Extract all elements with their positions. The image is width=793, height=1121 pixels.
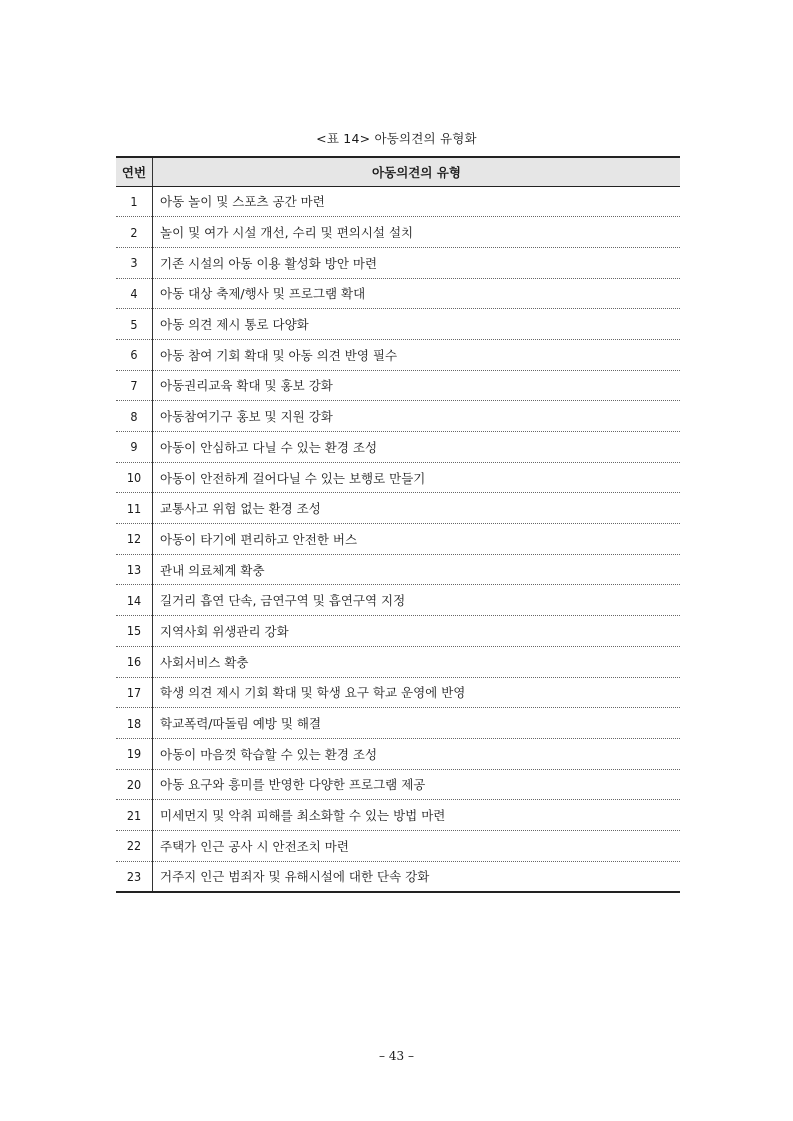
row-opinion-type: 아동이 안전하게 걸어다닐 수 있는 보행로 만들기	[153, 462, 681, 493]
row-opinion-type: 놀이 및 여가 시설 개선, 수리 및 편의시설 설치	[153, 217, 681, 248]
row-opinion-type: 교통사고 위험 없는 환경 조성	[153, 493, 681, 524]
row-serial-number: 10	[116, 462, 153, 493]
row-serial-number: 13	[116, 554, 153, 585]
row-opinion-type: 아동이 타기에 편리하고 안전한 버스	[153, 524, 681, 555]
row-serial-number: 21	[116, 800, 153, 831]
row-opinion-type: 아동 놀이 및 스포츠 공간 마련	[153, 186, 681, 217]
row-opinion-type: 길거리 흡연 단속, 금연구역 및 흡연구역 지정	[153, 585, 681, 616]
header-serial-number: 연번	[116, 157, 153, 186]
table-row	[116, 677, 680, 708]
page-number: – 43 –	[379, 1049, 414, 1063]
row-serial-number: 19	[116, 738, 153, 769]
table-row	[116, 309, 680, 340]
table-row	[116, 738, 680, 769]
table-row	[116, 646, 680, 677]
row-serial-number: 2	[116, 217, 153, 248]
table-row	[116, 861, 680, 892]
table-row	[116, 800, 680, 831]
row-opinion-type: 학교폭력/따돌림 예방 및 해결	[153, 708, 681, 739]
row-serial-number: 11	[116, 493, 153, 524]
row-serial-number: 3	[116, 247, 153, 278]
row-serial-number: 7	[116, 370, 153, 401]
row-serial-number: 16	[116, 646, 153, 677]
row-serial-number: 6	[116, 339, 153, 370]
table-row	[116, 708, 680, 739]
table-row	[116, 247, 680, 278]
row-opinion-type: 아동이 마음껏 학습할 수 있는 환경 조성	[153, 738, 681, 769]
table-row	[116, 217, 680, 248]
row-serial-number: 1	[116, 186, 153, 217]
table-header	[116, 157, 680, 186]
row-serial-number: 12	[116, 524, 153, 555]
row-opinion-type: 아동이 안심하고 다닐 수 있는 환경 조성	[153, 432, 681, 463]
row-opinion-type: 지역사회 위생관리 강화	[153, 616, 681, 647]
row-opinion-type: 아동 의견 제시 통로 다양화	[153, 309, 681, 340]
header-opinion-type: 아동의견의 유형	[153, 157, 681, 186]
row-opinion-type: 사회서비스 확충	[153, 646, 681, 677]
row-opinion-type: 기존 시설의 아동 이용 활성화 방안 마련	[153, 247, 681, 278]
table-row	[116, 524, 680, 555]
table-row	[116, 554, 680, 585]
table-row	[116, 616, 680, 647]
opinion-type-table-container	[116, 156, 680, 893]
row-serial-number: 17	[116, 677, 153, 708]
table-row	[116, 769, 680, 800]
row-serial-number: 14	[116, 585, 153, 616]
row-serial-number: 4	[116, 278, 153, 309]
row-serial-number: 18	[116, 708, 153, 739]
row-opinion-type: 아동 대상 축제/행사 및 프로그램 확대	[153, 278, 681, 309]
table-caption: <표 14> 아동의견의 유형화	[316, 131, 477, 146]
table-body	[116, 186, 680, 892]
row-opinion-type: 아동참여기구 홍보 및 지원 강화	[153, 401, 681, 432]
table-row	[116, 278, 680, 309]
table-row	[116, 339, 680, 370]
row-opinion-type: 학생 의견 제시 기회 확대 및 학생 요구 학교 운영에 반영	[153, 677, 681, 708]
row-serial-number: 15	[116, 616, 153, 647]
table-header-row	[116, 157, 680, 186]
row-opinion-type: 관내 의료체계 확충	[153, 554, 681, 585]
opinion-type-table	[116, 156, 680, 893]
table-row	[116, 186, 680, 217]
table-row	[116, 432, 680, 463]
row-serial-number: 8	[116, 401, 153, 432]
row-opinion-type: 미세먼지 및 악취 피해를 최소화할 수 있는 방법 마련	[153, 800, 681, 831]
table-row	[116, 462, 680, 493]
row-serial-number: 22	[116, 830, 153, 861]
row-serial-number: 5	[116, 309, 153, 340]
table-row	[116, 370, 680, 401]
table-row	[116, 585, 680, 616]
row-opinion-type: 주택가 인근 공사 시 안전조치 마련	[153, 830, 681, 861]
row-serial-number: 9	[116, 432, 153, 463]
row-opinion-type: 아동권리교육 확대 및 홍보 강화	[153, 370, 681, 401]
row-serial-number: 23	[116, 861, 153, 892]
table-row	[116, 493, 680, 524]
row-opinion-type: 아동 참여 기회 확대 및 아동 의견 반영 필수	[153, 339, 681, 370]
row-opinion-type: 거주지 인근 범죄자 및 유해시설에 대한 단속 강화	[153, 861, 681, 892]
row-opinion-type: 아동 요구와 흥미를 반영한 다양한 프로그램 제공	[153, 769, 681, 800]
row-serial-number: 20	[116, 769, 153, 800]
table-row	[116, 401, 680, 432]
table-row	[116, 830, 680, 861]
